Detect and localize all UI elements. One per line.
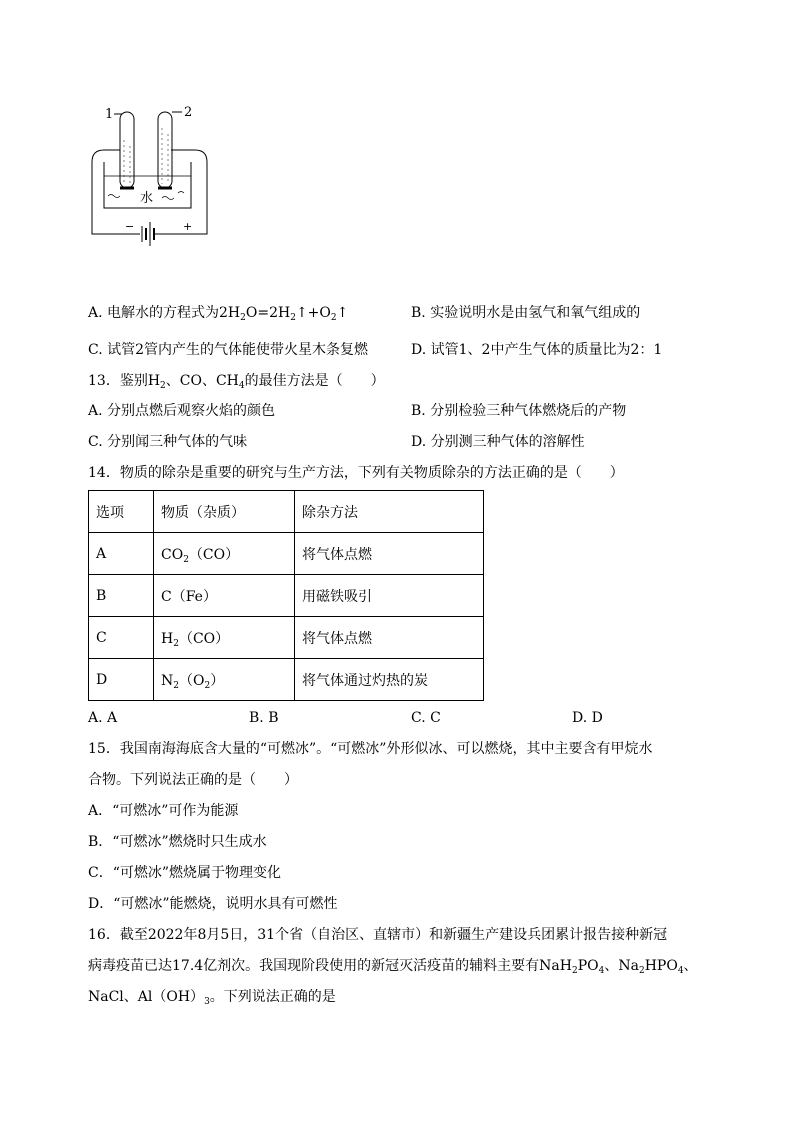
tube-1-label: 1 <box>105 107 114 122</box>
q15-option-d: D．“可燃冰”能燃烧，说明水具有可燃性 <box>88 896 338 912</box>
negative-label: − <box>125 220 135 233</box>
q14-stem: 14．物质的除杂是重要的研究与生产方法，下列有关物质除杂的方法正确的是（ ） <box>88 465 624 481</box>
q14-table <box>88 490 484 701</box>
tube-2-label: 2 <box>184 105 193 120</box>
q15-option-a: A．“可燃冰”可作为能源 <box>88 803 239 819</box>
q13-option-a: A. 分别点燃后观察火焰的颜色 <box>88 403 276 419</box>
q15-option-b: B．“可燃冰”燃烧时只生成水 <box>88 834 267 850</box>
q12-option-c: C. 试管2管内产生的气体能使带火星木条复燃 <box>88 342 369 358</box>
table-row: D $N_2(O_2)$ 将气体通过灼热的炭 <box>89 659 484 701</box>
q14-option-c: C. C <box>411 710 441 726</box>
q13-option-c: C. 分别闻三种气体的气味 <box>88 434 248 450</box>
q16-stem-line-3: NaCl、$Al(OH)_3$。下列说法正确的是 <box>88 989 336 1007</box>
q15-stem-line-2: 合物。下列说法正确的是（ ） <box>88 772 298 788</box>
q15-option-c: C．“可燃冰”燃烧属于物理变化 <box>88 865 282 881</box>
q13-option-d: D. 分别测三种气体的溶解性 <box>411 434 585 450</box>
header-substance: 物质（杂质） <box>154 491 295 533</box>
header-method: 除杂方法 <box>295 491 484 533</box>
q14-option-b: B. B <box>249 710 279 726</box>
q16-stem-line-2: 病毒疫苗已达17.4亿剂次。我国现阶段使用的新冠灭活疫苗的辅料主要有$NaH_2PO_4$、$Na_2HPO_4$、 <box>88 958 698 976</box>
header-option: 选项 <box>89 491 154 533</box>
table-row: A $CO_2(CO)$ 将气体点燃 <box>89 533 484 575</box>
table-row: B C（Fe） 用磁铁吸引 <box>89 575 484 617</box>
q12-option-b: B. 实验说明水是由氢气和氧气组成的 <box>411 305 641 321</box>
table-row: C $H_2(CO)$ 将气体点燃 <box>89 617 484 659</box>
q13-option-b: B. 分别检验三种气体燃烧后的产物 <box>411 403 627 419</box>
q15-stem-line-1: 15．我国南海海底含大量的“可燃冰”。“可燃冰”外形似冰、可以燃烧，其中主要含有甲烷水 <box>88 741 653 757</box>
q14-option-a: A. A <box>88 710 118 726</box>
test-tube-1 <box>120 112 134 188</box>
wire-right <box>154 150 207 234</box>
q14-option-d: D. D <box>572 710 603 726</box>
q12-option-d: D. 试管1、2中产生气体的质量比为2：1 <box>411 342 663 358</box>
electrolysis-apparatus-diagram <box>88 100 216 256</box>
water-label: 水 <box>140 191 154 206</box>
test-tube-2 <box>158 112 172 188</box>
q16-stem-line-1: 16．截至2022年8月5日，31个省（自治区、直辖市）和新疆生产建设兵团累计报告接种新冠 <box>88 927 668 943</box>
table-header-row <box>89 491 484 533</box>
q13-stem: 13．鉴别$H_2$、CO、$CH_4$的最佳方法是（ ） <box>88 373 385 391</box>
q12-option-a: A. 电解水的方程式为$2H_2O=2H_2↑+O_2↑$ <box>88 305 349 323</box>
positive-label: + <box>183 220 193 233</box>
